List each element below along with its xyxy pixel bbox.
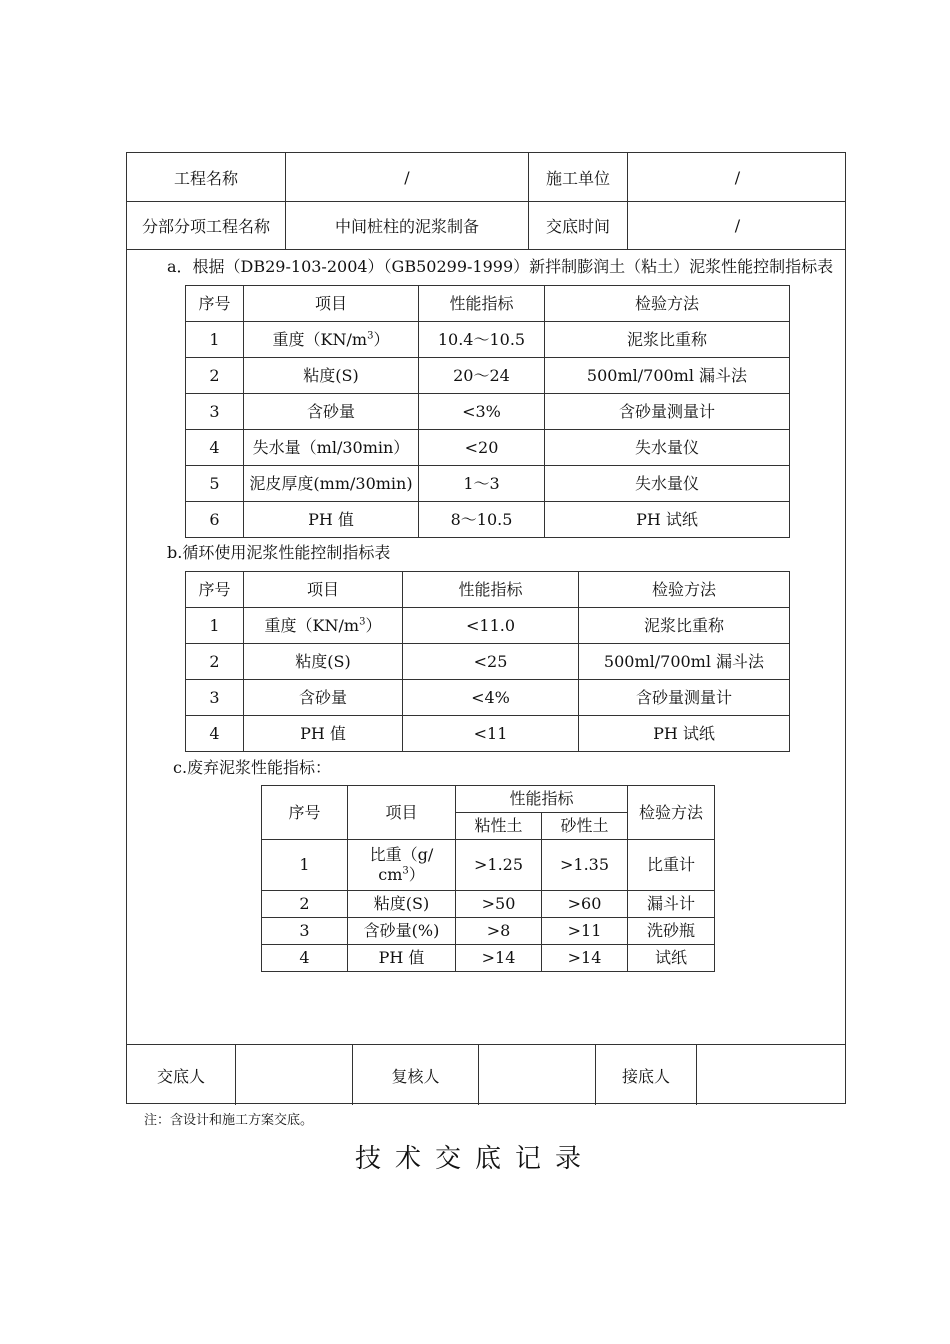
row-item: 粘度(S) [348, 891, 456, 918]
contractor-value: / [734, 167, 741, 187]
row-method: 洗砂瓶 [628, 918, 715, 945]
row-no: 1 [186, 608, 244, 644]
contractor-label: 施工单位 [529, 153, 628, 201]
table-row [186, 466, 790, 502]
row-no: 6 [186, 502, 244, 538]
row-item: PH 值 [244, 716, 403, 752]
superscript: 3 [367, 330, 374, 342]
row-no: 2 [186, 644, 244, 680]
row-spec: <11.0 [403, 608, 579, 644]
row-item-text: 重度（KN/m [272, 329, 368, 349]
row-clay: >8 [456, 918, 542, 945]
row-method: 比重计 [628, 840, 715, 891]
table-c-header-item: 项目 [348, 786, 456, 840]
table-b-header-method: 检验方法 [579, 572, 790, 608]
table-a-header-item: 项目 [244, 286, 419, 322]
row-method: 试纸 [628, 945, 715, 972]
row-item-line2: cm [378, 865, 403, 884]
row-clay: >1.25 [456, 840, 542, 891]
table-c-header-method: 检验方法 [628, 786, 715, 840]
receiver-signature-field[interactable] [697, 1045, 847, 1105]
row-no: 4 [186, 716, 244, 752]
reviewer-label: 复核人 [353, 1045, 479, 1105]
row-item: PH 值 [244, 502, 419, 538]
row-no: 3 [186, 394, 244, 430]
table-c [261, 785, 715, 972]
table-b-caption: b.循环使用泥浆性能控制指标表 [167, 543, 391, 562]
row-item: 失水量（ml/30min） [244, 430, 419, 466]
table-row [262, 840, 715, 891]
row-spec: 10.4～10.5 [419, 322, 545, 358]
table-c-header-row [262, 786, 715, 813]
row-no: 3 [186, 680, 244, 716]
row-no: 4 [186, 430, 244, 466]
header-row-2 [127, 201, 845, 250]
table-row [186, 644, 790, 680]
row-spec: <25 [403, 644, 579, 680]
row-method: 泥浆比重称 [579, 608, 790, 644]
table-row [186, 502, 790, 538]
table-c-header-sand: 砂性土 [542, 813, 628, 840]
project-name-label: 工程名称 [127, 153, 286, 201]
briefing-time-value: / [734, 215, 741, 235]
footnote: 注：含设计和施工方案交底。 [144, 1113, 314, 1128]
signature-row [127, 1044, 845, 1105]
row-no: 4 [262, 945, 348, 972]
row-spec: <20 [419, 430, 545, 466]
row-no: 5 [186, 466, 244, 502]
row-sand: >14 [542, 945, 628, 972]
table-row [186, 716, 790, 752]
row-sand: >11 [542, 918, 628, 945]
row-item [244, 608, 403, 644]
row-item: 含砂量 [244, 680, 403, 716]
table-c-header-no: 序号 [262, 786, 348, 840]
table-row [186, 430, 790, 466]
table-b-header-item: 项目 [244, 572, 403, 608]
row-item: 粘度(S) [244, 358, 419, 394]
header-row-1 [127, 153, 845, 202]
row-method: 泥浆比重称 [545, 322, 790, 358]
table-b-header-row [186, 572, 790, 608]
table-c-header-clay: 粘性土 [456, 813, 542, 840]
row-item: 含砂量(%) [348, 918, 456, 945]
row-method: PH 试纸 [545, 502, 790, 538]
row-item-tail: ） [365, 615, 382, 635]
row-item [348, 840, 456, 891]
presenter-label: 交底人 [127, 1045, 236, 1105]
row-item-tail: ） [373, 329, 390, 349]
row-spec: <3% [419, 394, 545, 430]
superscript: 3 [402, 865, 409, 877]
row-clay: >14 [456, 945, 542, 972]
row-no: 1 [262, 840, 348, 891]
subproject-name-label: 分部分项工程名称 [127, 201, 286, 249]
row-item-text: 重度（KN/m [264, 615, 360, 635]
row-no: 1 [186, 322, 244, 358]
row-spec: <11 [403, 716, 579, 752]
receiver-label: 接底人 [596, 1045, 697, 1105]
row-clay: >50 [456, 891, 542, 918]
row-method: PH 试纸 [579, 716, 790, 752]
table-row [262, 891, 715, 918]
row-item [244, 322, 419, 358]
presenter-signature-field[interactable] [236, 1045, 353, 1105]
row-method: 含砂量测量计 [545, 394, 790, 430]
row-method: 漏斗计 [628, 891, 715, 918]
row-no: 3 [262, 918, 348, 945]
row-method: 含砂量测量计 [579, 680, 790, 716]
record-form [126, 152, 846, 1104]
table-row [186, 394, 790, 430]
table-a-header-spec: 性能指标 [419, 286, 545, 322]
table-a-header-row [186, 286, 790, 322]
document-title: 技术交底记录 [354, 1144, 595, 1174]
row-spec: 20～24 [419, 358, 545, 394]
row-sand: >60 [542, 891, 628, 918]
table-a [185, 285, 790, 538]
row-item-text: 比重（g/ [369, 845, 434, 864]
table-row [186, 358, 790, 394]
table-a-header-method: 检验方法 [545, 286, 790, 322]
table-row [186, 322, 790, 358]
row-spec: <4% [403, 680, 579, 716]
table-row [262, 918, 715, 945]
table-row [262, 945, 715, 972]
row-item: 泥皮厚度(mm/30min) [244, 466, 419, 502]
row-method: 失水量仪 [545, 466, 790, 502]
table-c-header-spec: 性能指标 [456, 786, 628, 813]
row-item: 粘度(S) [244, 644, 403, 680]
project-name-value: / [286, 153, 529, 201]
row-item-tail: ） [408, 865, 425, 884]
row-method: 500ml/700ml 漏斗法 [545, 358, 790, 394]
subproject-name-value: 中间桩柱的泥浆制备 [286, 201, 529, 249]
table-row [186, 680, 790, 716]
row-item: 含砂量 [244, 394, 419, 430]
briefing-time-label: 交底时间 [529, 201, 628, 249]
row-method: 失水量仪 [545, 430, 790, 466]
row-method: 500ml/700ml 漏斗法 [579, 644, 790, 680]
table-b [185, 571, 790, 752]
superscript: 3 [359, 616, 366, 628]
table-a-header-no: 序号 [186, 286, 244, 322]
row-item: PH 值 [348, 945, 456, 972]
table-b-header-spec: 性能指标 [403, 572, 579, 608]
reviewer-signature-field[interactable] [479, 1045, 596, 1105]
row-sand: >1.35 [542, 840, 628, 891]
table-row [186, 608, 790, 644]
table-b-header-no: 序号 [186, 572, 244, 608]
row-no: 2 [186, 358, 244, 394]
row-spec: 1～3 [419, 466, 545, 502]
table-c-caption: c.废弃泥浆性能指标： [173, 758, 332, 777]
table-a-caption: a．根据（DB29-103-2004）（GB50299-1999）新拌制膨润土（粘土）泥浆性能控制指标表 [167, 257, 834, 276]
row-spec: 8～10.5 [419, 502, 545, 538]
row-no: 2 [262, 891, 348, 918]
